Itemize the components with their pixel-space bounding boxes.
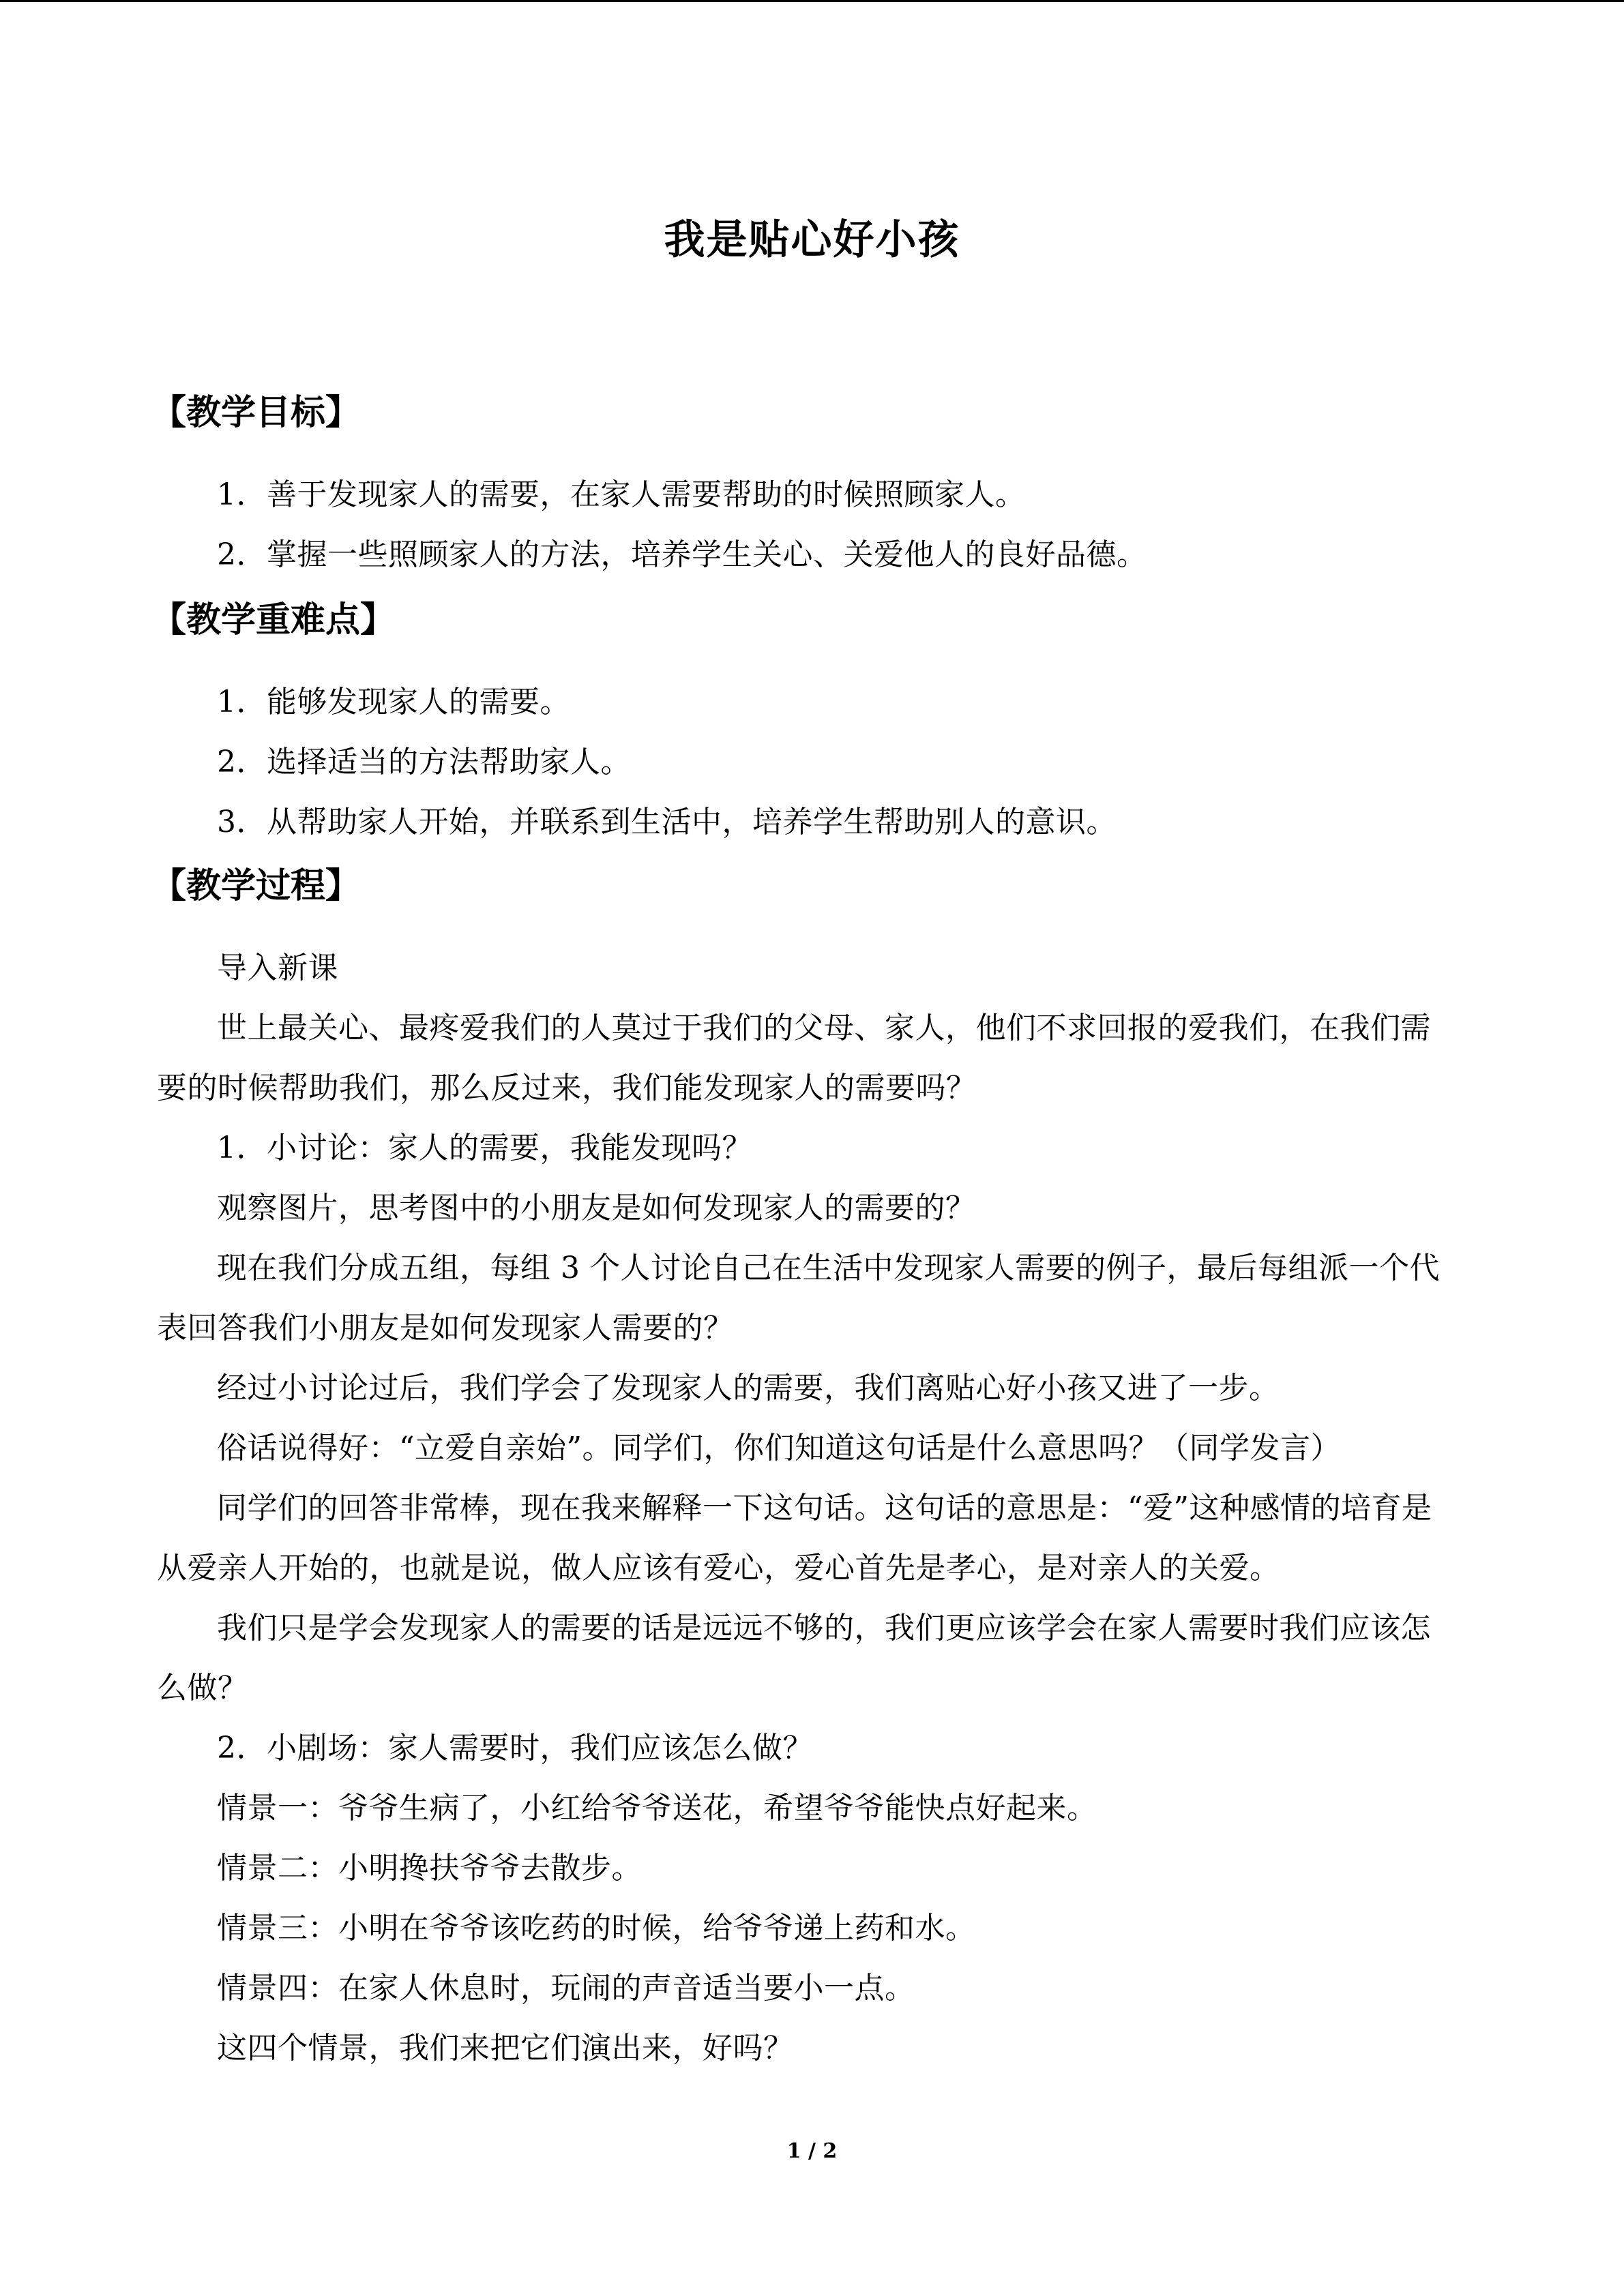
process-paragraph: 情景二：小明搀扶爷爷去散步。 xyxy=(217,1851,642,1885)
key-point-item: 3．从帮助家人开始，并联系到生活中，培养学生帮助别人的意识。 xyxy=(217,805,1117,839)
section-heading-key-points: 【教学重难点】 xyxy=(151,599,396,640)
process-paragraph: 世上最关心、最疼爱我们的人莫过于我们的父母、家人，他们不求回报的爱我们，在我们需要的时候帮助我们，那么反过来，我们能发现家人的需要吗？ xyxy=(157,1011,1431,1105)
process-paragraph: 情景四：在家人休息时，玩闹的声音适当要小一点。 xyxy=(217,1971,915,2006)
section-heading-process: 【教学过程】 xyxy=(151,865,361,906)
key-point-item: 1．能够发现家人的需要。 xyxy=(217,685,570,719)
process-paragraph: 这四个情景，我们来把它们演出来，好吗？ xyxy=(217,2031,794,2066)
process-paragraph: 1．小讨论：家人的需要，我能发现吗？ xyxy=(217,1131,752,1165)
document-title: 我是贴心好小孩 xyxy=(664,216,960,264)
process-paragraph: 情景三：小明在爷爷该吃药的时候，给爷爷递上药和水。 xyxy=(217,1911,976,1945)
process-paragraph: 观察图片，思考图中的小朋友是如何发现家人的需要的？ xyxy=(217,1191,976,1225)
process-paragraph: 经过小讨论过后，我们学会了发现家人的需要，我们离贴心好小孩又进了一步。 xyxy=(217,1371,1280,1405)
process-paragraph: 导入新课 xyxy=(217,951,338,985)
goal-item: 1．善于发现家人的需要，在家人需要帮助的时候照顾家人。 xyxy=(217,477,1026,512)
page-number: 1 / 2 xyxy=(786,2139,838,2163)
process-paragraph: 俗话说得好：“立爱自亲始”。同学们，你们知道这句话是什么意思吗？（同学发言） xyxy=(217,1431,1341,1465)
process-paragraph: 同学们的回答非常棒，现在我来解释一下这句话。这句话的意思是：“爱”这种感情的培育是从爱亲人开始的，也就是说，做人应该有爱心，爱心首先是孝心，是对亲人的关爱。 xyxy=(157,1491,1432,1585)
process-paragraph: 情景一：爷爷生病了，小红给爷爷送花，希望爷爷能快点好起来。 xyxy=(217,1791,1097,1825)
goal-item: 2．掌握一些照顾家人的方法，培养学生关心、关爱他人的良好品德。 xyxy=(217,537,1147,572)
process-paragraph: 现在我们分成五组，每组 3 个人讨论自己在生活中发现家人需要的例子，最后每组派一个代表回答我们小朋友是如何发现家人需要的？ xyxy=(157,1251,1440,1345)
process-paragraph: 我们只是学会发现家人的需要的话是远远不够的，我们更应该学会在家人需要时我们应该怎么做？ xyxy=(157,1611,1431,1705)
key-point-item: 2．选择适当的方法帮助家人。 xyxy=(217,745,631,779)
section-heading-goals: 【教学目标】 xyxy=(151,392,361,433)
process-paragraph: 2．小剧场：家人需要时，我们应该怎么做？ xyxy=(217,1731,813,1765)
